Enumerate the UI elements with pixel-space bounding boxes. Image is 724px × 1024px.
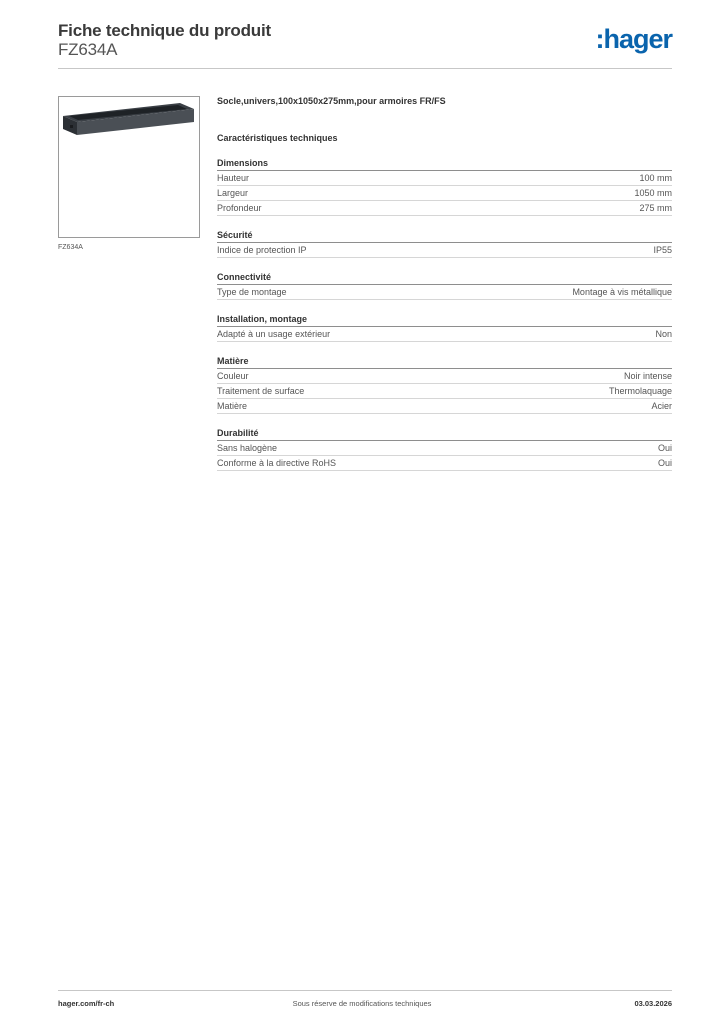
spec-value: Acier xyxy=(651,401,672,411)
spec-group-title: Dimensions xyxy=(217,158,672,171)
spec-row xyxy=(217,201,672,216)
spec-label: Type de montage xyxy=(217,287,287,297)
spec-row xyxy=(217,384,672,399)
spec-group xyxy=(217,230,672,258)
product-code: FZ634A xyxy=(58,40,118,59)
spec-label: Matière xyxy=(217,401,248,411)
spec-value: Oui xyxy=(657,458,672,468)
spec-group xyxy=(217,158,672,216)
spec-group-title: Connectivité xyxy=(217,272,672,285)
spec-group-title: Matière xyxy=(217,356,672,369)
footer-date: 03.03.2026 xyxy=(634,999,672,1008)
spec-group xyxy=(217,314,672,342)
hager-logo: :hager xyxy=(595,24,672,54)
spec-label: Largeur xyxy=(217,188,249,198)
spec-row xyxy=(217,456,672,471)
header-divider xyxy=(58,68,672,69)
product-description: Socle,univers,100x1050x275mm,pour armoires FR/FS xyxy=(217,96,446,106)
spec-group xyxy=(217,356,672,414)
spec-label: Traitement de surface xyxy=(217,386,305,396)
spec-value: Non xyxy=(655,329,672,339)
spec-value: 1050 mm xyxy=(634,188,672,198)
spec-group xyxy=(217,428,672,471)
spec-group-title: Sécurité xyxy=(217,230,672,243)
spec-label: Indice de protection IP xyxy=(217,245,307,255)
spec-label: Couleur xyxy=(217,371,249,381)
spec-row xyxy=(217,441,672,456)
spec-value: Noir intense xyxy=(623,371,672,381)
spec-value: Thermolaquage xyxy=(608,386,672,396)
footer-notice: Sous réserve de modifications techniques xyxy=(292,999,432,1008)
spec-label: Profondeur xyxy=(217,203,262,213)
spec-group xyxy=(217,272,672,300)
spec-sheet xyxy=(217,96,672,471)
spec-row xyxy=(217,399,672,414)
specs-heading: Caractéristiques techniques xyxy=(217,133,338,143)
spec-row xyxy=(217,243,672,258)
spec-row xyxy=(217,171,672,186)
spec-label: Conforme à la directive RoHS xyxy=(217,458,337,468)
spec-row xyxy=(217,285,672,300)
image-caption: FZ634A xyxy=(58,244,83,251)
spec-value: IP55 xyxy=(653,245,672,255)
spec-group-title: Durabilité xyxy=(217,428,672,441)
spec-label: Sans halogène xyxy=(217,443,278,453)
spec-label: Adapté à un usage extérieur xyxy=(217,329,331,339)
spec-row xyxy=(217,327,672,342)
spec-value: Montage à vis métallique xyxy=(572,287,672,297)
spec-value: 275 mm xyxy=(639,203,672,213)
spec-row xyxy=(217,369,672,384)
spec-groups xyxy=(217,158,672,471)
spec-group-title: Installation, montage xyxy=(217,314,672,327)
spec-label: Hauteur xyxy=(217,173,250,183)
page-title: Fiche technique du produit xyxy=(58,21,271,40)
spec-row xyxy=(217,186,672,201)
footer-divider xyxy=(58,990,672,991)
product-image xyxy=(58,96,200,238)
spec-value: 100 mm xyxy=(639,173,672,183)
footer-website[interactable]: hager.com/fr-ch xyxy=(58,999,115,1008)
plinth-illustration xyxy=(59,97,199,237)
spec-value: Oui xyxy=(657,443,672,453)
